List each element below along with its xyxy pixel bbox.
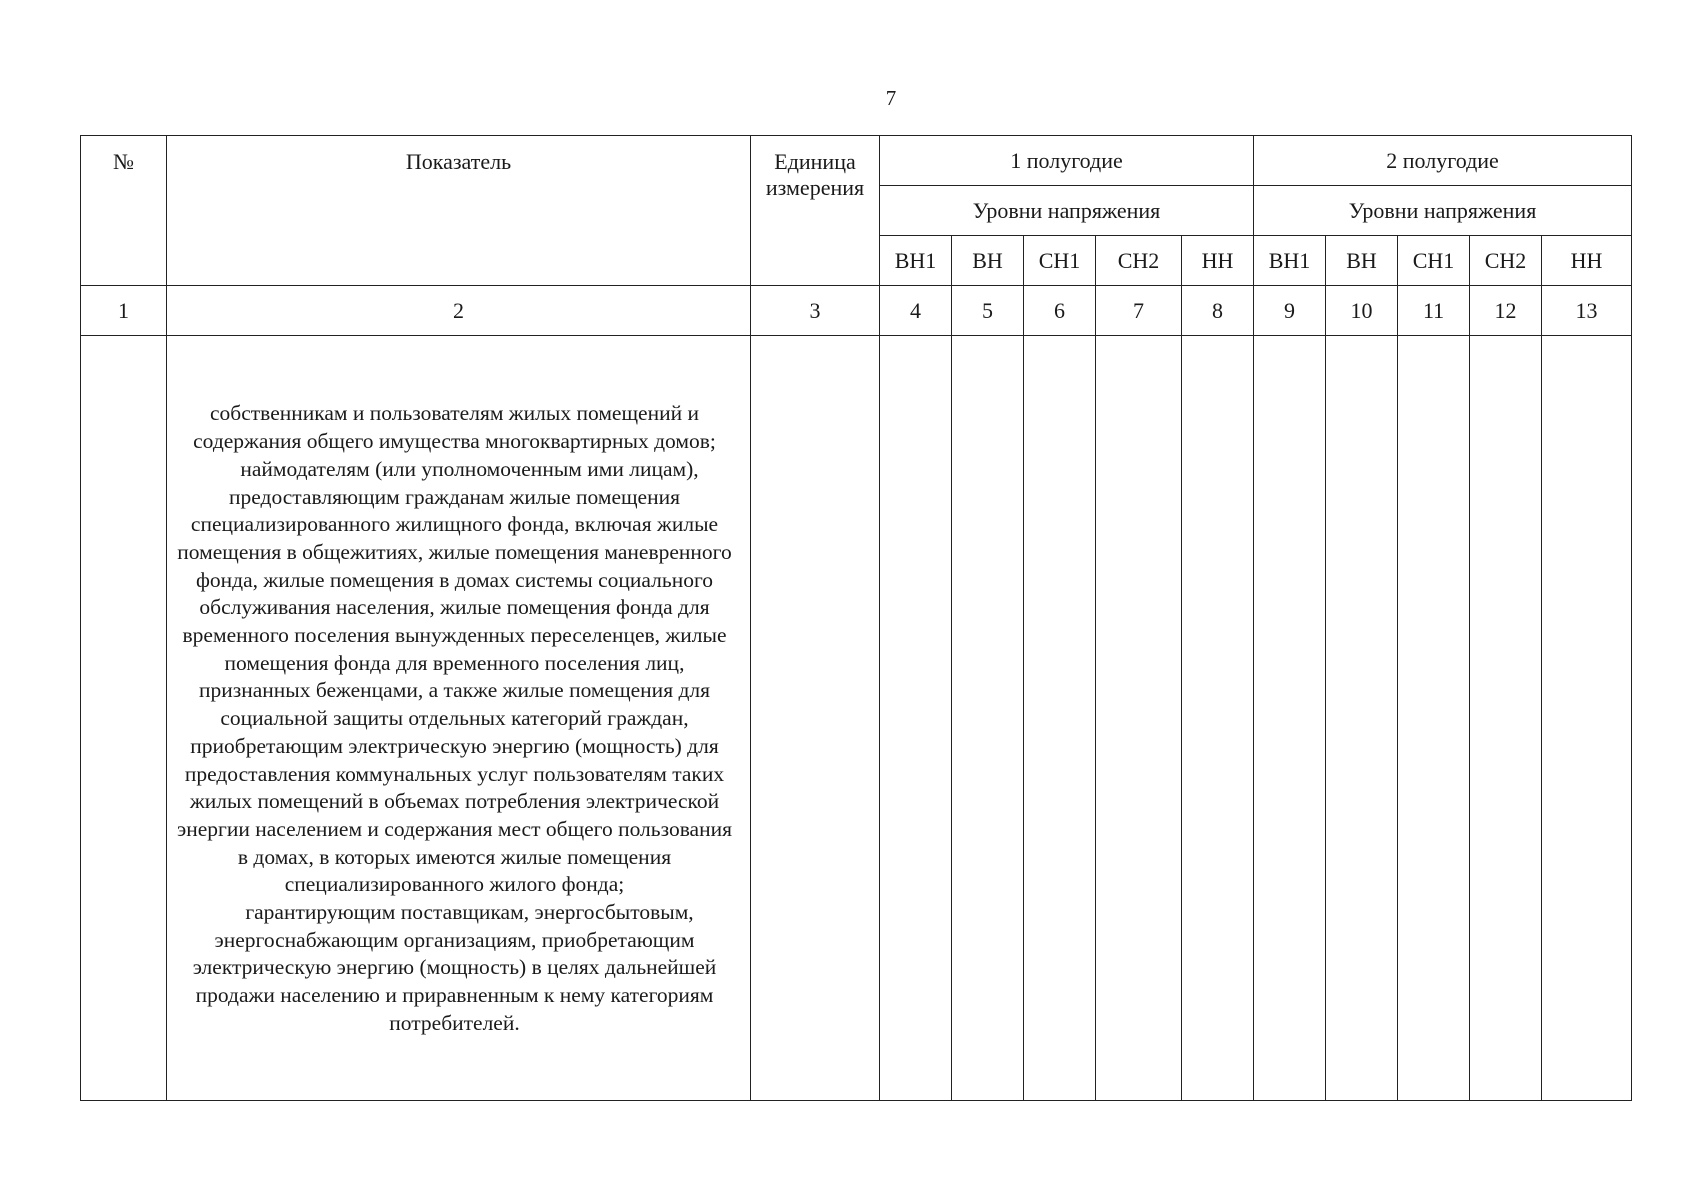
body-value-cell: [1326, 336, 1398, 1101]
column-number: 12: [1470, 286, 1542, 336]
body-paragraph: собственникам и пользователям жилых помещений и содержания общего имущества многоквартирных домов;: [193, 401, 716, 454]
header-level-sn2-h1: СН2: [1096, 236, 1182, 286]
body-unit-cell: [751, 336, 880, 1101]
body-value-cell: [1182, 336, 1254, 1101]
column-number: 7: [1096, 286, 1182, 336]
column-number: 3: [751, 286, 880, 336]
column-number: 10: [1326, 286, 1398, 336]
column-number: 6: [1024, 286, 1096, 336]
column-number: 9: [1254, 286, 1326, 336]
header-half-2: 2 полугодие: [1254, 136, 1632, 186]
body-value-cell: [880, 336, 952, 1101]
body-value-cell: [1096, 336, 1182, 1101]
column-number: 2: [167, 286, 751, 336]
header-half-1: 1 полугодие: [880, 136, 1254, 186]
body-indicator-cell: [167, 336, 751, 1101]
tariff-table: [80, 135, 1632, 1101]
column-number: 13: [1542, 286, 1632, 336]
body-value-cell: [1470, 336, 1542, 1101]
body-paragraph: наймодателям (или уполномоченным ими лицам), предоставляющим гражданам жилые помещения специализированного жилищного фонда, включая жилые помещения в общежитиях, жилые помещения маневренного фонда, жилые помещения в домах системы социального обслуживания населения, жилые помещения фонда для временного поселения вынужденных переселенцев, жилые помещения фонда для временного поселения лиц, признанных беженцами, а также жилые помещения для социальной защиты отдельных категорий граждан, приобретающим электрическую энергию (мощность) для предоставления коммунальных услуг пользователям таких жилых помещений в объемах потребления электрической энергии населением и содержания мест общего пользования в домах, в которых имеются жилые помещения специализированного жилого фонда;: [176, 456, 733, 897]
body-value-cell: [1024, 336, 1096, 1101]
header-voltage-levels-1: Уровни напряжения: [880, 186, 1254, 236]
column-number: 4: [880, 286, 952, 336]
header-level-nn-h2: НН: [1542, 236, 1632, 286]
body-value-cell: [1398, 336, 1470, 1101]
body-value-cell: [1542, 336, 1632, 1101]
header-level-vn-h1: ВН: [952, 236, 1024, 286]
header-level-vn1-h2: ВН1: [1254, 236, 1326, 286]
column-number: 8: [1182, 286, 1254, 336]
header-no: №: [81, 136, 167, 286]
header-level-vn-h2: ВН: [1326, 236, 1398, 286]
column-number: 11: [1398, 286, 1470, 336]
body-value-cell: [1254, 336, 1326, 1101]
column-number: 5: [952, 286, 1024, 336]
header-level-nn-h1: НН: [1182, 236, 1254, 286]
body-no-cell: [81, 336, 167, 1101]
page-number: 7: [885, 86, 897, 110]
header-level-sn1-h1: СН1: [1024, 236, 1096, 286]
header-level-vn1-h1: ВН1: [880, 236, 952, 286]
body-value-cell: [952, 336, 1024, 1101]
header-indicator: Показатель: [167, 136, 751, 286]
column-number: 1: [81, 286, 167, 336]
body-paragraph: гарантирующим поставщикам, энергосбытовым, энергоснабжающим организациям, приобретающим электрическую энергию (мощность) в целях дальнейшей продажи населению и приравненным к нему категориям потребителей.: [192, 900, 717, 1035]
header-level-sn2-h2: СН2: [1470, 236, 1542, 286]
header-unit: Единица измерения: [751, 136, 880, 286]
header-level-sn1-h2: СН1: [1398, 236, 1470, 286]
header-voltage-levels-2: Уровни напряжения: [1254, 186, 1632, 236]
